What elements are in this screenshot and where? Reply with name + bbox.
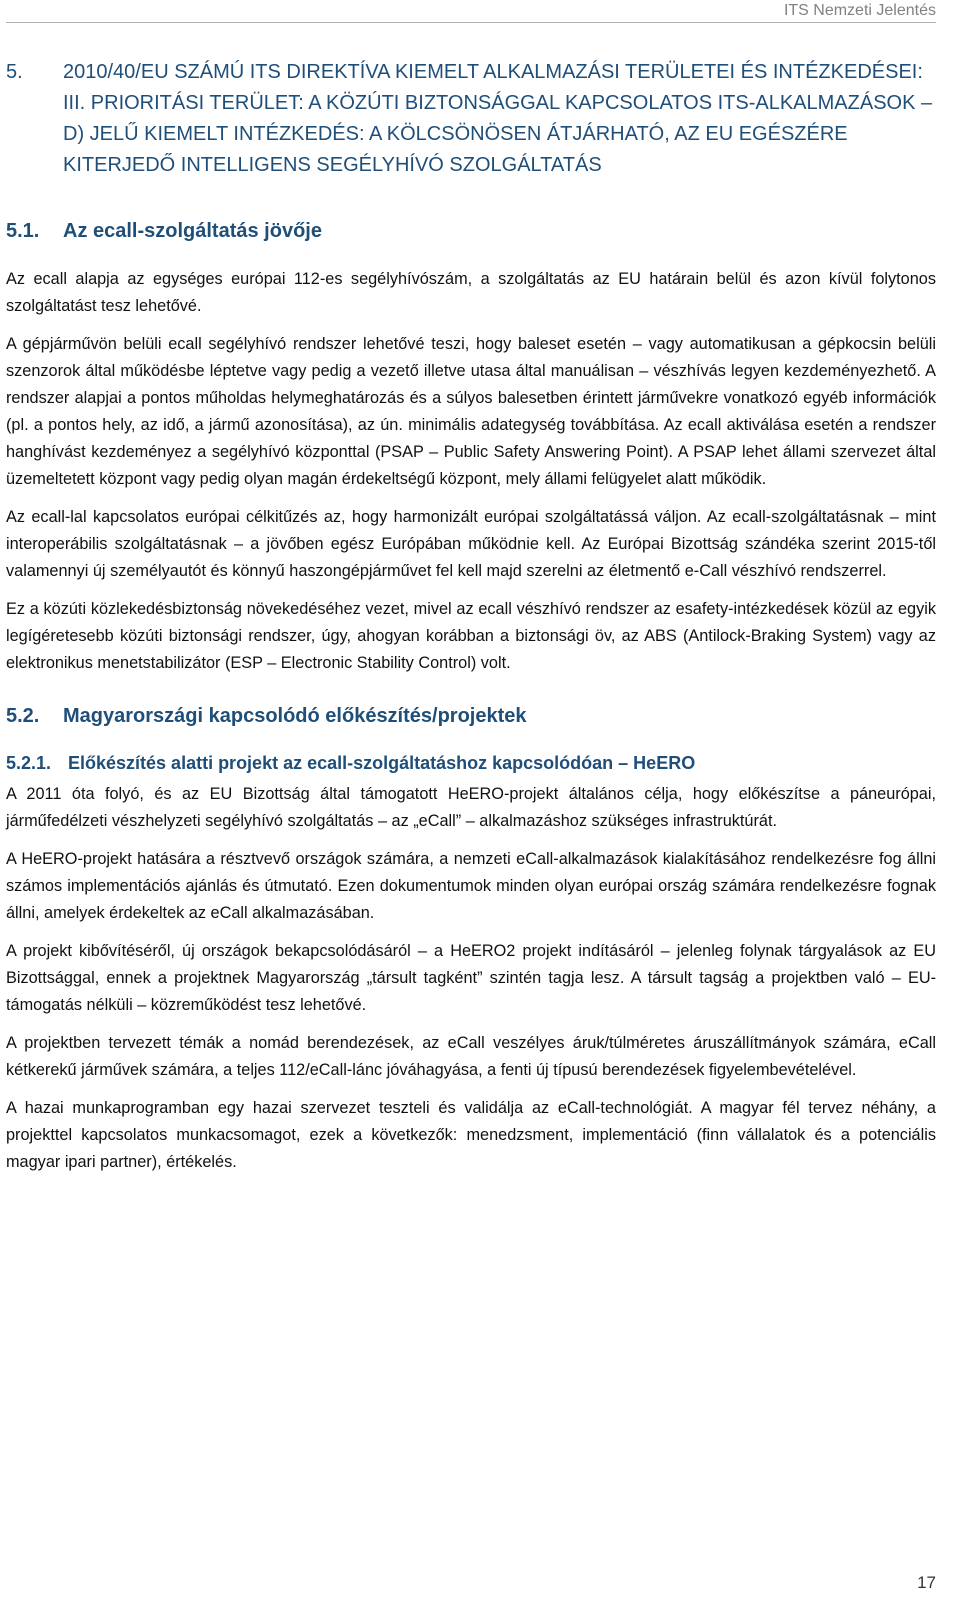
paragraph: A projektben tervezett témák a nomád berendezések, az eCall veszélyes áruk/túlméretes áruszállítmányok számára, eCall kétkerekű járművek számára, a teljes 112/eCall-lánc jóváhagyása, a fenti új típusú berendezések figyelembevételével. [6, 1034, 936, 1079]
document-body [6, 57, 936, 1187]
paragraph: Az ecall alapja az egységes európai 112-es segélyhívószám, a szolgáltatás az EU határain belül és azon kívül folytonos szolgáltatást tesz lehetővé. [6, 270, 936, 315]
running-header [6, 0, 936, 23]
page-number: 17 [917, 1573, 936, 1592]
section-title: Az ecall-szolgáltatás jövője [63, 220, 322, 242]
paragraph: A HeERO-projekt hatására a résztvevő országok számára, a nemzeti eCall-alkalmazások kialakításához rendelkezésre fog állni számos implementációs ajánlás és útmutató. Ezen dokumentumok minden olyan európai ország számára rendelkezésre fognak állni, amelyek érdekeltek az eCall alkalmazásában. [6, 850, 936, 922]
paragraph: Az ecall-lal kapcsolatos európai célkitűzés az, hogy harmonizált európai szolgáltatássá váljon. Az ecall-szolgáltatásnak – mint interoperábilis szolgáltatásnak – a jövőben egész Európában működnie kell. Az Európai Bizottság szándéka szerint 2015-től valamennyi új személyautót és könnyű haszongépjárművet fel kell majd szerelni az életmentő e-Call vészhívó rendszerrel. [6, 508, 936, 580]
running-header-title: ITS Nemzeti Jelentés [783, 2, 936, 19]
paragraph: A 2011 óta folyó, és az EU Bizottság által támogatott HeERO-projekt általános célja, hogy előkészítse a páneurópai, járműfedélzeti vészhelyzeti segélyhívó szolgáltatás – az „eCall” – alkalmazáshoz szükséges infrastruktúrát. [6, 785, 936, 830]
section-heading-5-1 [6, 218, 936, 244]
paragraph: A gépjárművön belüli ecall segélyhívó rendszer lehetővé teszi, hogy baleset esetén – vagy automatikusan a gépkocsin belüli szenzorok által működésbe léptetve vagy pedig a vezető illetve utasa által manuálisan – vészhívás legyen kezdeményezhető. A rendszer alapjai a pontos műholdas helymeghatározás és a súlyos balesetben érintett járművekre vonatkozó egyéb információk (pl. a pontos hely, az idő, a jármű azonosítása), az ún. minimális adategység továbbítása. Az ecall aktiválása esetén a rendszer hanghívást kezdeményez a segélyhívó központtal (PSAP – Public Safety Answering Point). A PSAP lehet állami szervezet által üzemeltetett központ vagy pedig olyan magán érdekeltségű központ, mely állami felügyelet alatt működik. [6, 335, 936, 488]
paragraph: Ez a közúti közlekedésbiztonság növekedéséhez vezet, mivel az ecall vészhívó rendszer az esafety-intézkedések közül az egyik legígéretesebb közúti biztonsági rendszer, úgy, ahogyan korábban a biztonsági öv, az ABS (Antilock-Braking System) vagy az elektronikus menetstabilizátor (ESP – Electronic Stability Control) volt. [6, 600, 936, 672]
subsection-heading-5-2-1 [6, 751, 936, 775]
paragraph: A hazai munkaprogramban egy hazai szervezet teszteli és validálja az eCall-technológiát. A magyar fél tervez néhány, a projekttel kapcsolatos munkacsomagot, ezek a következők: menedzsment, implementáció (finn vállalatok és a potenciális magyar ipari partner), értékelés. [6, 1099, 936, 1171]
chapter-heading [6, 57, 936, 181]
section-title: Magyarországi kapcsolódó előkészítés/projektek [63, 705, 527, 727]
chapter-title: 2010/40/EU SZÁMÚ ITS DIREKTÍVA KIEMELT ALKALMAZÁSI TERÜLETEI ÉS INTÉZKEDÉSEI: III. PRIORITÁSI TERÜLET: A KÖZÚTI BIZTONSÁGGAL KAPCSOLATOS ITS-ALKALMAZÁSOK – D) JELŰ KIEMELT INTÉZKEDÉS: A KÖLCSÖNÖSEN ÁTJÁRHATÓ, AZ EU EGÉSZÉRE KITERJEDŐ INTELLIGENS SEGÉLYHÍVÓ SZOLGÁLTATÁS [63, 61, 933, 176]
subsection-title: Előkészítés alatti projekt az ecall-szolgáltatáshoz kapcsolódóan – HeERO [68, 753, 696, 773]
section-number: 5.2. [6, 705, 40, 727]
section-heading-5-2 [6, 703, 936, 729]
chapter-number: 5. [6, 61, 23, 83]
subsection-number: 5.2.1. [6, 753, 52, 773]
section-number: 5.1. [6, 220, 40, 242]
paragraph: A projekt kibővítéséről, új országok bekapcsolódásáról – a HeERO2 projekt indításáról – jelenleg folynak tárgyalások az EU Bizottsággal, ennek a projektnek Magyarország „társult tagként” szintén tagja lesz. A társult tagság a projektben való – EU-támogatás nélküli – közreműködést tesz lehetővé. [6, 942, 936, 1014]
